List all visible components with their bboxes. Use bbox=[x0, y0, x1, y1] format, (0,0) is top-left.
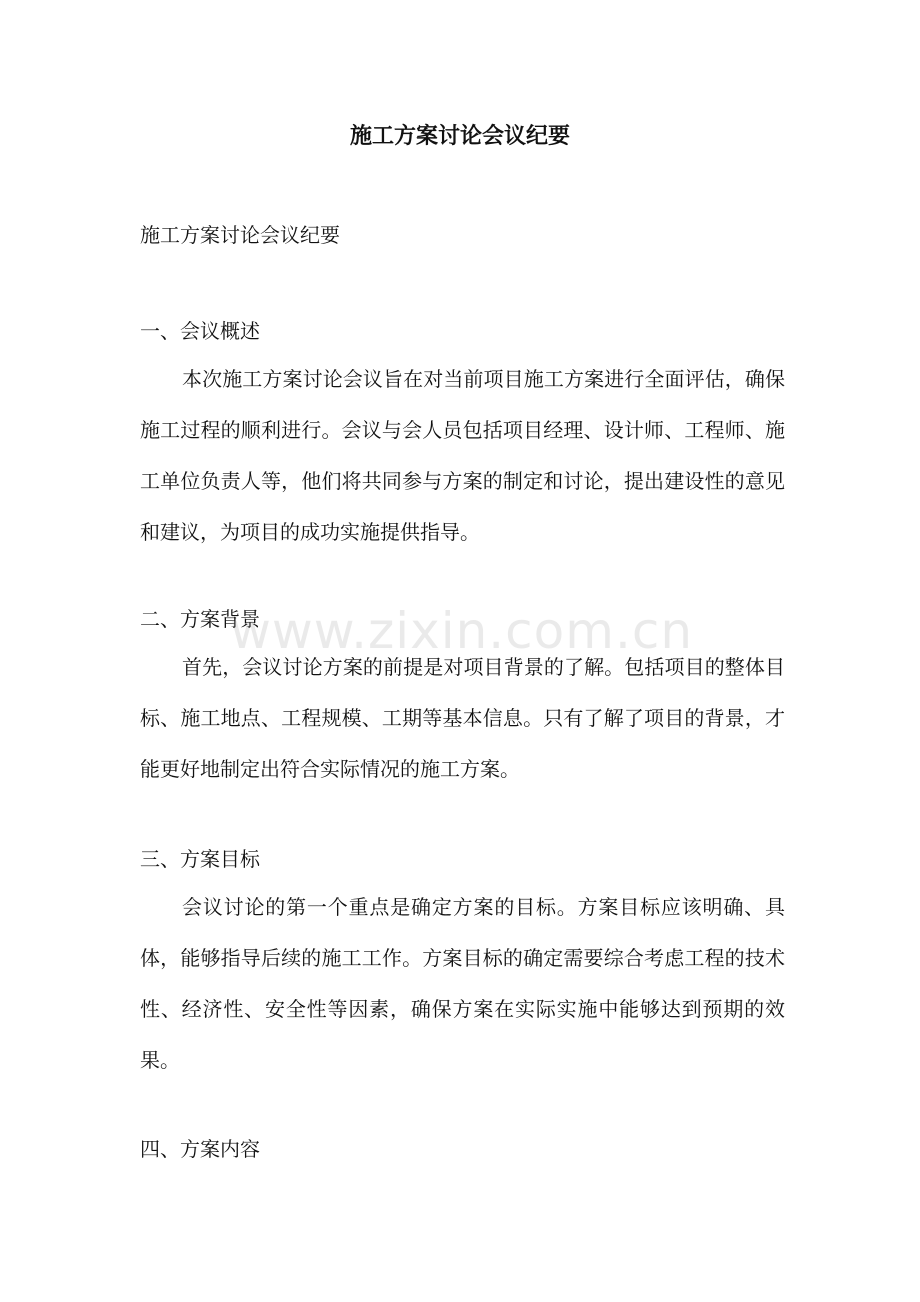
section-paragraph: 本次施工方案讨论会议旨在对当前项目施工方案进行全面评估，确保施工过程的顺利进行。会议与会人员包括项目经理、设计师、工程师、施工单位负责人等，他们将共同参与方案的制定和讨论，提出建设性的意见和建议，为项目的成功实施提供指导。 bbox=[140, 367, 785, 544]
section-background bbox=[140, 602, 785, 795]
section-heading: 三、方案目标 bbox=[140, 847, 260, 871]
section-overview bbox=[140, 314, 785, 558]
section-paragraph: 首先，会议讨论方案的前提是对项目背景的了解。包括项目的整体目标、施工地点、工程规模、工期等基本信息。只有了解了项目的背景，才能更好地制定出符合实际情况的施工方案。 bbox=[140, 655, 785, 781]
section-paragraph: 会议讨论的第一个重点是确定方案的目标。方案目标应该明确、具体，能够指导后续的施工工作。方案目标的确定需要综合考虑工程的技术性、经济性、安全性等因素，确保方案在实际实施中能够达到预期的效果。 bbox=[140, 895, 785, 1072]
document-subtitle: 施工方案讨论会议纪要 bbox=[140, 223, 340, 247]
section-content bbox=[140, 1132, 785, 1166]
section-heading: 一、会议概述 bbox=[140, 319, 260, 343]
section-goals bbox=[140, 842, 785, 1086]
section-heading: 二、方案背景 bbox=[140, 607, 260, 631]
document-title: 施工方案讨论会议纪要 bbox=[349, 123, 570, 149]
section-heading: 四、方案内容 bbox=[140, 1137, 260, 1161]
watermark-text: www.zixin.com.cn bbox=[230, 602, 694, 660]
